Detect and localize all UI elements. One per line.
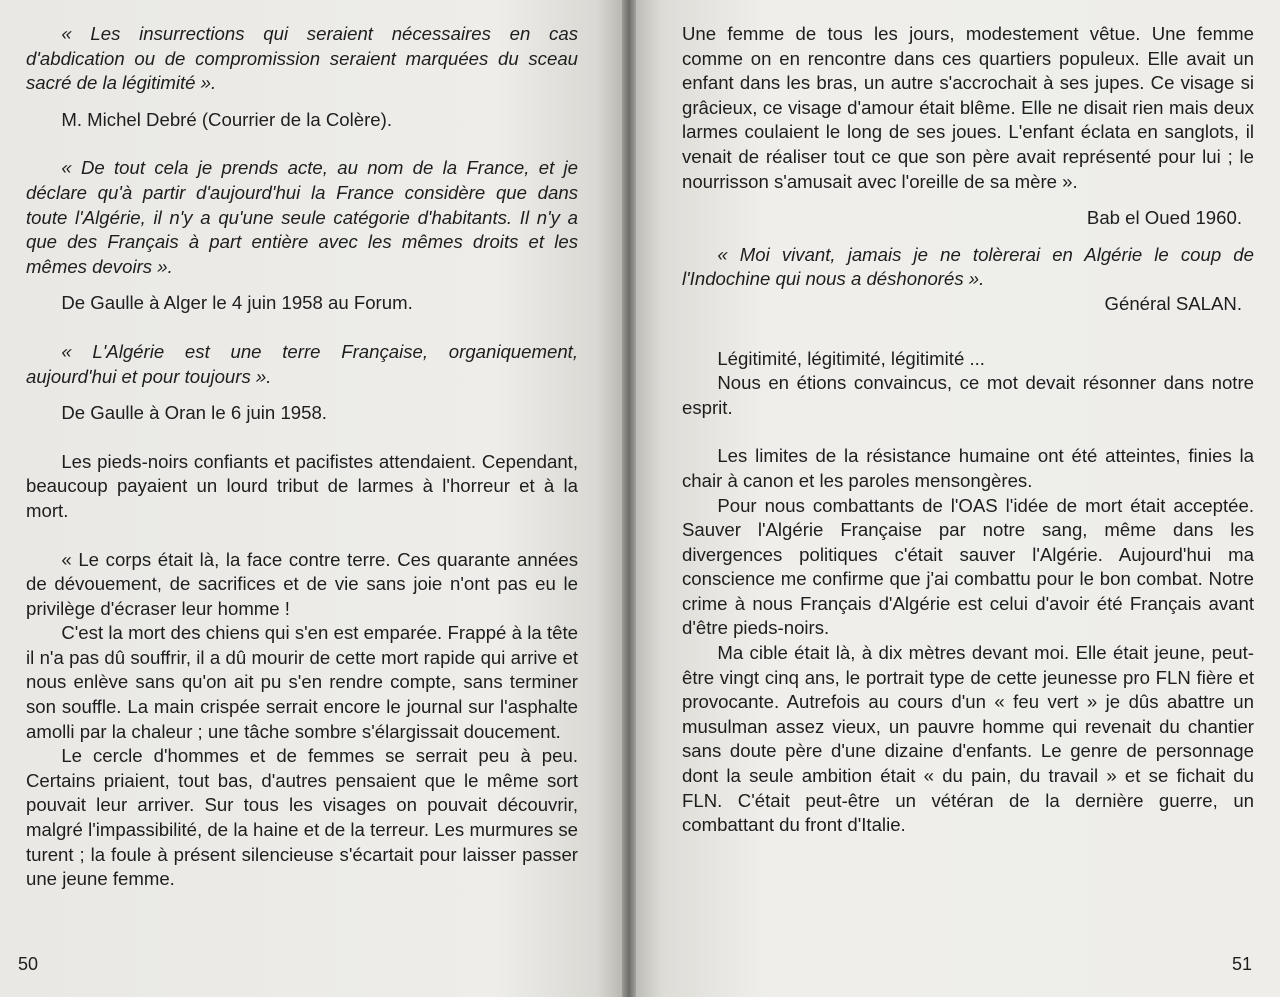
- quote-salan: « Moi vivant, jamais je ne tolèrerai en Algérie le coup de l'Indochine qui nous a déshonorés ».: [682, 243, 1254, 290]
- paragraph-corps: « Le corps était là, la face contre terre. Ces quarante années de dévouement, de sacrifices et de vie sans joie n'ont pas eu le privilège d'écraser leur homme !: [26, 548, 578, 619]
- book-gutter: [622, 0, 636, 997]
- paragraph-legitimite: Légitimité, légitimité, légitimité ...: [717, 347, 985, 369]
- quote-de-gaulle-oran: « L'Algérie est une terre Française, organiquement, aujourd'hui et pour toujours ».: [26, 340, 578, 387]
- paragraph-oas: Pour nous combattants de l'OAS l'idée de mort était acceptée. Sauver l'Algérie Française par notre sang, même dans les divergences politiques c'était sauver l'Algérie. Aujourd'hui ma conscience me confirme que j'ai combattu pour le bon combat. Notre crime à nous Français d'Algérie est celui d'avoir été Français avant d'être pieds-noirs.: [682, 494, 1254, 639]
- attribution-bab-el-oued: Bab el Oued 1960.: [1086, 207, 1242, 229]
- paragraph-cible: Ma cible était là, à dix mètres devant moi. Elle était jeune, peut-être vingt cinq ans, le portrait type de cette jeunesse pro FLN fière et provocante. Autrefois au cours d'un « feu vert » je dûs abattre un musulman assez vieux, un pauvre homme qui revenait du chantier sans doute père d'une dizaine d'enfants. Le genre de personnage dont la seule ambition était « du pain, du travail » et se fichait du FLN. C'était peut-être un vétéran de la dernière guerre, un combattant du front d'Italie.: [682, 642, 1254, 836]
- attribution-de-gaulle-oran: De Gaulle à Oran le 6 juin 1958.: [61, 402, 327, 424]
- paragraph-limites: Les limites de la résistance humaine ont été atteintes, finies la chair à canon et les paroles mensongères.: [682, 445, 1254, 491]
- quote-de-gaulle-alger: « De tout cela je prends acte, au nom de la France, et je déclare qu'à partir d'aujourd'hui la France considère que dans toute l'Algérie, il n'y a qu'une seule catégorie d'habitants. Il n'y a que des Français à part entière avec les mêmes droits et les mêmes devoirs ».: [26, 157, 578, 277]
- page-number-left: 50: [18, 954, 39, 974]
- right-page-text: [682, 22, 1254, 838]
- right-page: [636, 0, 1280, 997]
- paragraph-cercle: Le cercle d'hommes et de femmes se serrait peu à peu. Certains priaient, tout bas, d'autres pensaient que le même sort pouvait leur arriver. Sur tous les visages on pouvait découvrir, malgré l'impassibilité, de la haine et de la terreur. Les murmures se turent ; la foule à présent silencieuse s'écartait pour laisser passer une jeune femme.: [26, 745, 578, 890]
- left-page-text: [26, 22, 578, 892]
- quote-debre: « Les insurrections qui seraient nécessaires en cas d'abdication ou de compromission seraient marquées du sceau sacré de la légitimité ».: [26, 23, 578, 94]
- attribution-salan: Général SALAN.: [1104, 292, 1242, 314]
- left-page: [0, 0, 622, 997]
- attribution-debre: M. Michel Debré (Courrier de la Colère).: [61, 108, 392, 130]
- attribution-de-gaulle-alger: De Gaulle à Alger le 4 juin 1958 au Forum.: [61, 292, 413, 314]
- paragraph-femme: Une femme de tous les jours, modestement vêtue. Une femme comme on en rencontre dans ces quartiers populeux. Elle avait un enfant dans les bras, un autre s'accrochait à ses jupes. Ce visage si grâcieux, ce visage d'amour était blême. Elle ne disait rien mais deux larmes coulaient le long de ses joues. L'enfant éclata en sanglots, il venait de réaliser tout ce que son père avait représenté pour lui ; le nourrisson s'amusait avec l'oreille de sa mère ».: [682, 23, 1254, 192]
- paragraph-mort: C'est la mort des chiens qui s'en est emparée. Frappé à la tête il n'a pas dû souffrir, il a dû mourir de cette mort rapide qui arrive et nous enlève sans qu'on ait pu s'en rendre compte, sans terminer son souffle. La main crispée serrait encore le journal sur l'asphalte amolli par la chaleur ; une tâche sombre s'élargissait doucement.: [26, 622, 578, 742]
- paragraph-convaincus: Nous en étions convaincus, ce mot devait résonner dans notre esprit.: [682, 372, 1254, 418]
- page-number-right: 51: [1231, 954, 1252, 974]
- paragraph-pieds-noirs: Les pieds-noirs confiants et pacifistes attendaient. Cependant, beaucoup payaient un lourd tribut de larmes à l'horreur et à la mort.: [26, 450, 578, 521]
